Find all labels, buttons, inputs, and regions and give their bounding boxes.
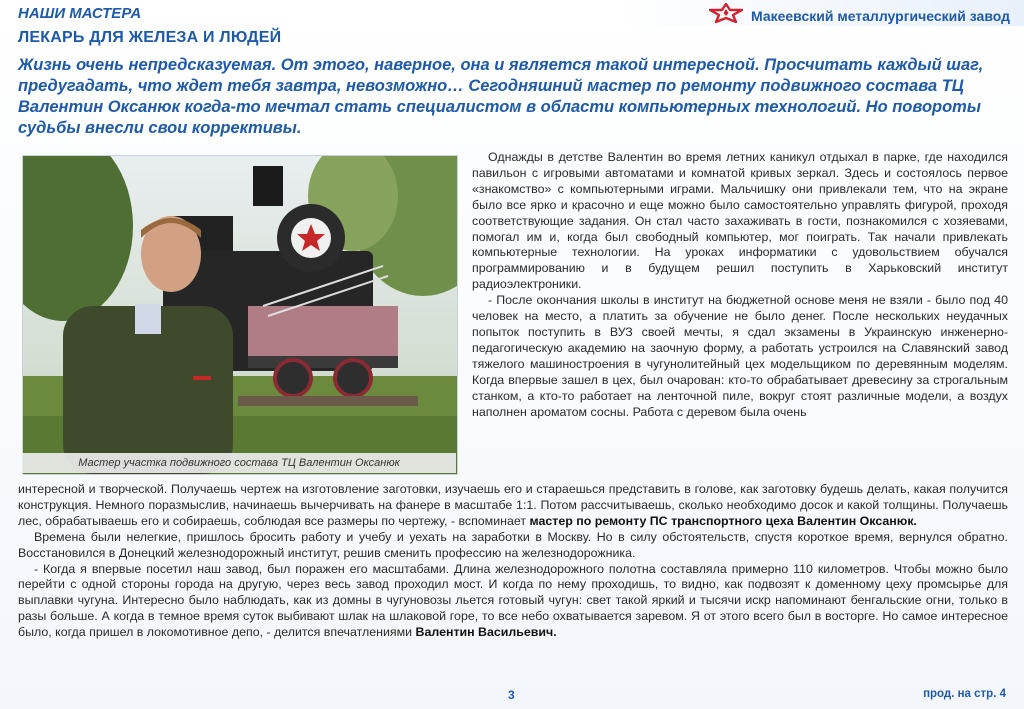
paragraph-2-continued (18, 482, 1008, 530)
article-column (472, 150, 1008, 420)
article-full-width (18, 482, 1008, 641)
article-title: ЛЕКАРЬ ДЛЯ ЖЕЛЕЗА И ЛЮДЕЙ (18, 29, 282, 46)
article-photo (22, 155, 458, 475)
photo-caption: Мастер участка подвижного состава ТЦ Валентин Оксанюк (22, 453, 456, 473)
star-logo-icon (709, 3, 743, 28)
article-lead: Жизнь очень непредсказуемая. От этого, наверное, она и является такой интересной. Просчитать каждый шаг, предугадать, что ждет тебя завтра, невозможно… Сегодняшний мастер по ремонту подвижного состава ТЦ Валентин Оксанюк когда-то мечтал стать специалистом в области компьютерных технологий. Но повороты судьбы внесли свои коррективы. (18, 56, 984, 137)
paragraph-4-text: - Когда я впервые посетил наш завод, был поражен его масштабами. Длина железнодорожного полотна составляла примерно 110 километров. Чтобы можно было перейти с одной стороны города на другую, через весь завод проходил мост. И когда по нему проходишь, то видно, как подвозят к доменному цеху промсырье для выплавки чугуна. Интересно было наблюдать, как из домны в чугуновозы льется готовый чугун: свет такой яркий и тысячи искр напоминают бенгальские огни, только в разы больше. А когда в темное время суток выбивают шлак на шлаковой горе, то все небо охватывается заревом. Я от этого всего был в восторге. Но самое интересное было, когда пришел в локомотивное депо, - делится впечатлениями (18, 561, 1008, 640)
brand[interactable] (709, 3, 1010, 28)
paragraph-4 (18, 562, 1008, 642)
paragraph-2: - После окончания школы в институт на бюджетной основе меня не взяли - было под 40 человек на место, а платить за обучение не было денег. После нескольких неудачных попыток поступить в ВУЗ своей мечты, я сдал экзамены в Украинскую инженерно-педагогическую академию на заочную форму, а работать устроился на Славянский завод тяжелого машиностроения в чугунолитейный цех модельщиком по деревянным моделям. Когда впервые зашел в цех, был очарован: кто-то обрабатывает древесину за строгальным станком, а кто-то работает на ленточной пиле, вокруг стоят различные модели, а воздух наполнен ароматом сосны. Работа с деревом была очень (472, 293, 1008, 419)
section-label: НАШИ МАСТЕРА (18, 5, 142, 22)
continued-link[interactable]: прод. на стр. 4 (923, 688, 1006, 700)
paragraph-2-continued-text: интересной и творческой. Получаешь чертеж на изготовление заготовки, изучаешь его и стараешься представить в голове, как заготовку будешь делать, какая получится конструкция. Немного поразмыслив, начинаешь вычерчивать на фанере в масштабе 1:1. Потом рассчитываешь, сколько необходимо досок и какой толщины. Получаешь лес, обрабатываешь его и собираешь, соблюдая все размеры по чертежу, - вспоминает (18, 482, 1008, 528)
quote-attribution-1: мастер по ремонту ПС транспортного цеха Валентин Оксанюк. (529, 513, 917, 528)
page-number: 3 (508, 688, 515, 702)
brand-name: Макеевский металлургический завод (750, 7, 1010, 24)
quote-attribution-2: Валентин Васильевич. (415, 625, 557, 640)
paragraph-1: Однажды в детстве Валентин во время летних каникул отдыхал в парке, где находился павильон с игровыми автоматами и комнатой кривых зеркал. Здесь и состоялось первое «знакомство» с компьютерными играми. Мальчишку они привлекали тем, что на экране было все ярко и красочно и еще можно было самостоятельно управлять фигурой, проходя соответствующие задания. Он стал часто захаживать в гости, познакомился с хозяевами, помогал им и, когда был свободный компьютер, мог поиграть. Так начали привлекать компьютерные технологии. На уроках информатики с удовольствием обучался программированию и в будущем решил поступить в Харьковский институт радиоэлектроники. (472, 150, 1008, 292)
paragraph-3: Времена были нелегкие, пришлось бросить работу и учебу и уехать на заработки в Москву. Но в силу обстоятельств, спустя короткое время, вернулся обратно. Восстановился в Донецкий железнодорожный институт, решив сменить профессию на железнодорожника. (18, 529, 1008, 560)
